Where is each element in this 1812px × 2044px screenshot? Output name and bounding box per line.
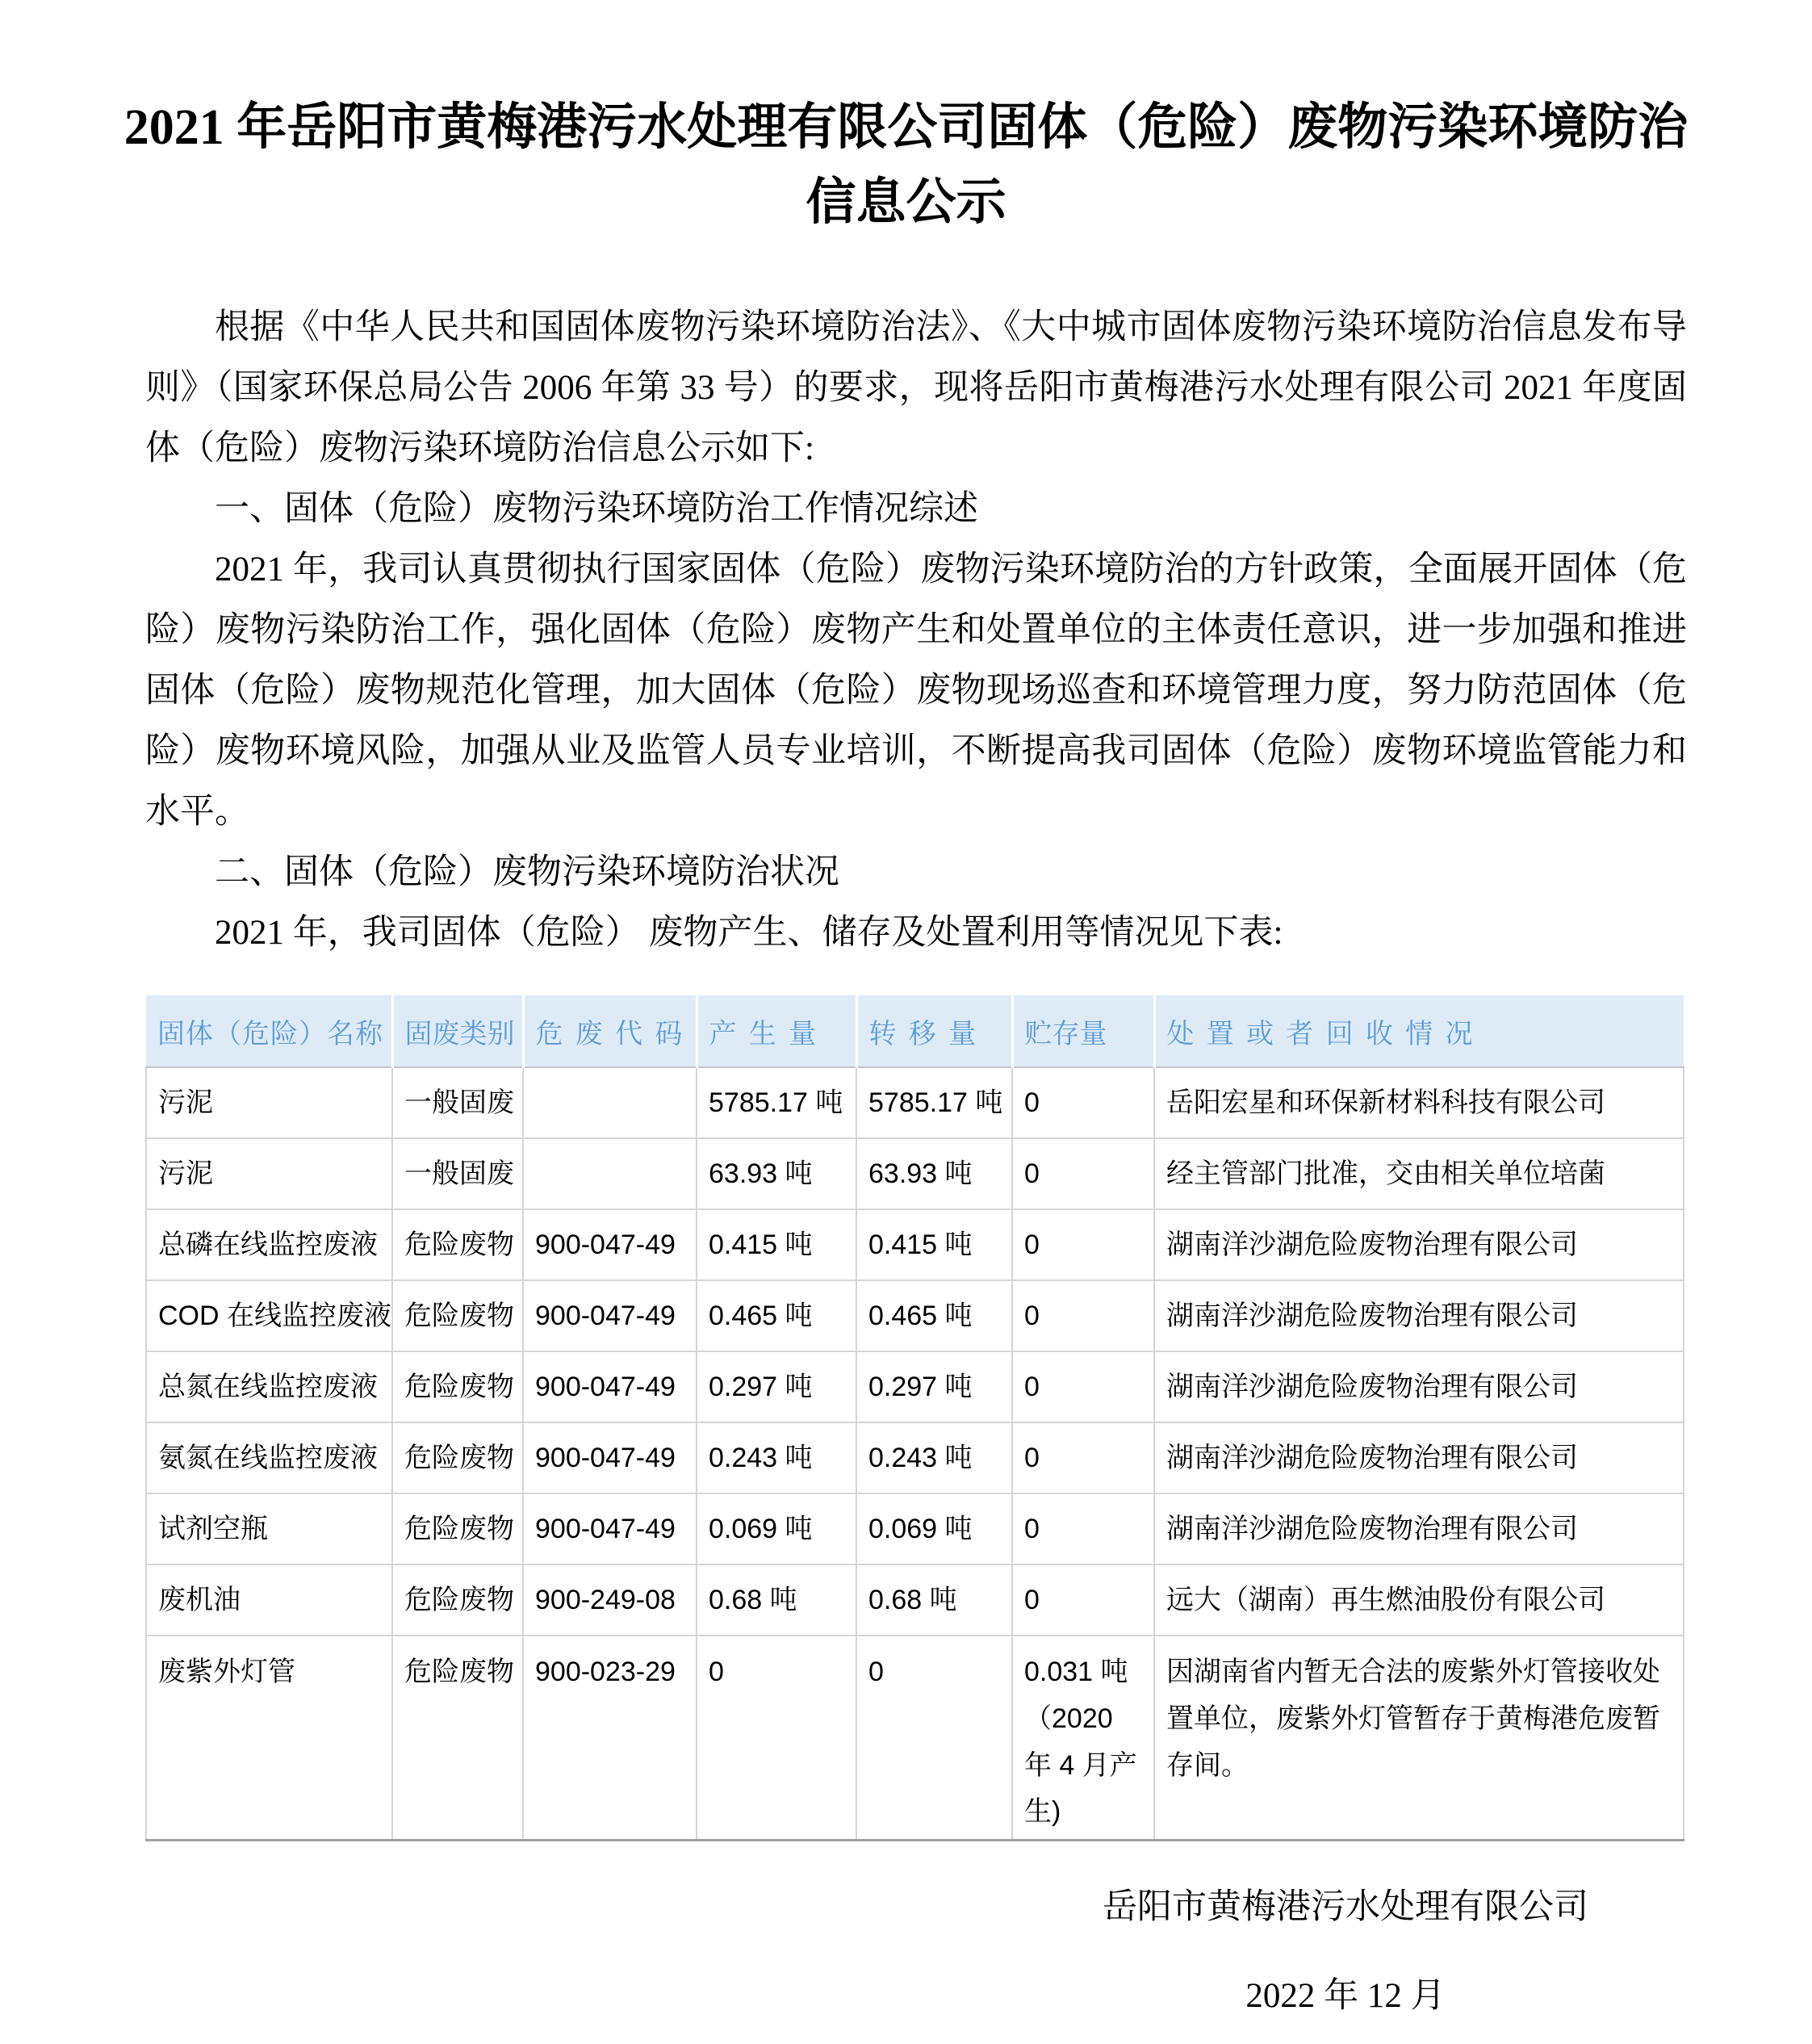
table-cell: 危险废物 xyxy=(392,1351,523,1422)
table-cell: 63.93 吨 xyxy=(697,1138,856,1209)
table-cell: 危险废物 xyxy=(392,1209,523,1280)
table-cell: 污泥 xyxy=(146,1138,392,1209)
table-cell xyxy=(523,1067,697,1138)
table-cell: 危险废物 xyxy=(392,1422,523,1493)
table-cell: 危险废物 xyxy=(392,1493,523,1564)
table-cell: 0.069 吨 xyxy=(697,1493,856,1564)
table-cell: 0.069 吨 xyxy=(856,1493,1012,1564)
waste-table-body xyxy=(146,1067,1684,1841)
table-row xyxy=(146,1564,1684,1636)
page-title xyxy=(105,90,1707,241)
table-cell: 0.68 吨 xyxy=(856,1564,1012,1636)
table-cell: 湖南洋沙湖危险废物治理有限公司 xyxy=(1154,1209,1684,1280)
table-row xyxy=(146,1493,1684,1564)
table-cell: 0 xyxy=(1012,1209,1154,1280)
column-header-stored-amount: 贮存量 xyxy=(1012,995,1154,1067)
page-title-line-1: 2021 年岳阳市黄梅港污水处理有限公司固体（危险）废物污染环境防治 xyxy=(123,100,1689,155)
paragraph-table-intro: 2021 年，我司固体（危险） 废物产生、储存及处置利用等情况见下表: xyxy=(215,914,1283,952)
table-cell: 危险废物 xyxy=(392,1280,523,1351)
table-cell: 污泥 xyxy=(146,1067,392,1138)
table-cell: 0.415 吨 xyxy=(697,1209,856,1280)
table-cell: 0 xyxy=(1012,1564,1154,1636)
table-cell: 0.297 吨 xyxy=(856,1351,1012,1422)
footer-company-name: 岳阳市黄梅港污水处理有限公司 xyxy=(1103,1888,1588,1927)
table-cell: 63.93 吨 xyxy=(856,1138,1012,1209)
column-header-transferred-amount: 转移量 xyxy=(856,995,1012,1067)
table-cell: 0.243 吨 xyxy=(856,1422,1012,1493)
table-cell: 总磷在线监控废液 xyxy=(146,1209,392,1280)
column-header-produced-amount: 产生量 xyxy=(697,995,856,1067)
table-cell: 0 xyxy=(1012,1351,1154,1422)
table-cell: 900-023-29 xyxy=(523,1636,697,1841)
table-cell: 试剂空瓶 xyxy=(146,1493,392,1564)
table-cell: 900-047-49 xyxy=(523,1280,697,1351)
table-row xyxy=(146,1067,1684,1138)
table-cell: 0.465 吨 xyxy=(697,1280,856,1351)
footer-date: 2022 年 12 月 xyxy=(1245,1977,1446,2016)
table-cell: 氨氮在线监控废液 xyxy=(146,1422,392,1493)
table-cell: 0.031 吨（2020 年 4 月产生) xyxy=(1012,1636,1154,1841)
column-header-waste-code: 危废代码 xyxy=(523,995,697,1067)
table-row xyxy=(146,1351,1684,1422)
table-cell: 一般固废 xyxy=(392,1067,523,1138)
column-header-waste-name: 固体（危险）名称 xyxy=(146,995,392,1067)
table-cell: 5785.17 吨 xyxy=(697,1067,856,1138)
table-cell: 总氮在线监控废液 xyxy=(146,1351,392,1422)
table-cell: 废机油 xyxy=(146,1564,392,1636)
table-cell: 0.465 吨 xyxy=(856,1280,1012,1351)
table-cell: 900-249-08 xyxy=(523,1564,697,1636)
document-body xyxy=(145,297,1687,1841)
table-cell: 湖南洋沙湖危险废物治理有限公司 xyxy=(1154,1280,1684,1351)
section-1-heading: 一、固体（危险）废物污染环境防治工作情况综述 xyxy=(215,490,978,528)
table-cell: 900-047-49 xyxy=(523,1422,697,1493)
paragraph-legal-basis: 根据《中华人民共和国固体废物污染环境防治法》、《大中城市固体废物污染环境防治信息发布导则》（国家环保总局公告 2006 年第 33 号）的要求，现将岳阳市黄梅港污水处理有限公司 2021 年度固体（危险）废物污染环境防治信息公示如下: xyxy=(145,308,1687,467)
document-footer xyxy=(906,1883,1785,2021)
table-cell: 0.415 吨 xyxy=(856,1209,1012,1280)
table-cell: 0 xyxy=(1012,1138,1154,1209)
table-row xyxy=(146,1138,1684,1209)
table-cell: 一般固废 xyxy=(392,1138,523,1209)
column-header-waste-category: 固废类别 xyxy=(392,995,523,1067)
table-cell: 0.297 吨 xyxy=(697,1351,856,1422)
table-cell: 0 xyxy=(1012,1067,1154,1138)
table-cell xyxy=(523,1138,697,1209)
table-cell: 因湖南省内暂无合法的废紫外灯管接收处置单位，废紫外灯管暂存于黄梅港危废暂存间。 xyxy=(1154,1636,1684,1841)
table-cell: 0 xyxy=(856,1636,1012,1841)
paragraph-section-1-summary: 2021 年，我司认真贯彻执行国家固体（危险）废物污染环境防治的方针政策，全面展开固体（危险）废物污染防治工作，强化固体（危险）废物产生和处置单位的主体责任意识，进一步加强和推进固体（危险）废物规范化管理，加大固体（危险）废物现场巡查和环境管理力度，努力防范固体（危险）废物环境风险，加强从业及监管人员专业培训，不断提高我司固体（危险）废物环境监管能力和水平。 xyxy=(145,551,1687,831)
page-title-line-2: 信息公示 xyxy=(806,175,1006,230)
table-row xyxy=(146,1209,1684,1280)
table-row xyxy=(146,1422,1684,1493)
table-cell: 危险废物 xyxy=(392,1636,523,1841)
document-page xyxy=(0,90,1812,2044)
table-cell: 岳阳宏星和环保新材料科技有限公司 xyxy=(1154,1067,1684,1138)
table-row xyxy=(146,1636,1684,1841)
table-cell: 湖南洋沙湖危险废物治理有限公司 xyxy=(1154,1351,1684,1422)
table-cell: 远大（湖南）再生燃油股份有限公司 xyxy=(1154,1564,1684,1636)
table-cell: 900-047-49 xyxy=(523,1493,697,1564)
table-cell: 0.68 吨 xyxy=(697,1564,856,1636)
table-row xyxy=(146,1280,1684,1351)
table-cell: 危险废物 xyxy=(392,1564,523,1636)
section-2-heading: 二、固体（危险）废物污染环境防治状况 xyxy=(215,853,839,891)
table-header-row xyxy=(146,995,1684,1067)
table-cell: 湖南洋沙湖危险废物治理有限公司 xyxy=(1154,1493,1684,1564)
table-cell: 0 xyxy=(1012,1280,1154,1351)
table-cell: 0 xyxy=(697,1636,856,1841)
table-cell: COD 在线监控废液 xyxy=(146,1280,392,1351)
column-header-disposal-recycling: 处置或者回收情况 xyxy=(1154,995,1684,1067)
table-cell: 5785.17 吨 xyxy=(856,1067,1012,1138)
table-cell: 900-047-49 xyxy=(523,1351,697,1422)
table-cell: 0 xyxy=(1012,1422,1154,1493)
table-cell: 经主管部门批准，交由相关单位培菌 xyxy=(1154,1138,1684,1209)
table-cell: 0.243 吨 xyxy=(697,1422,856,1493)
waste-table xyxy=(145,995,1684,1841)
table-cell: 湖南洋沙湖危险废物治理有限公司 xyxy=(1154,1422,1684,1493)
table-cell: 废紫外灯管 xyxy=(146,1636,392,1841)
table-cell: 0 xyxy=(1012,1493,1154,1564)
table-cell: 900-047-49 xyxy=(523,1209,697,1280)
